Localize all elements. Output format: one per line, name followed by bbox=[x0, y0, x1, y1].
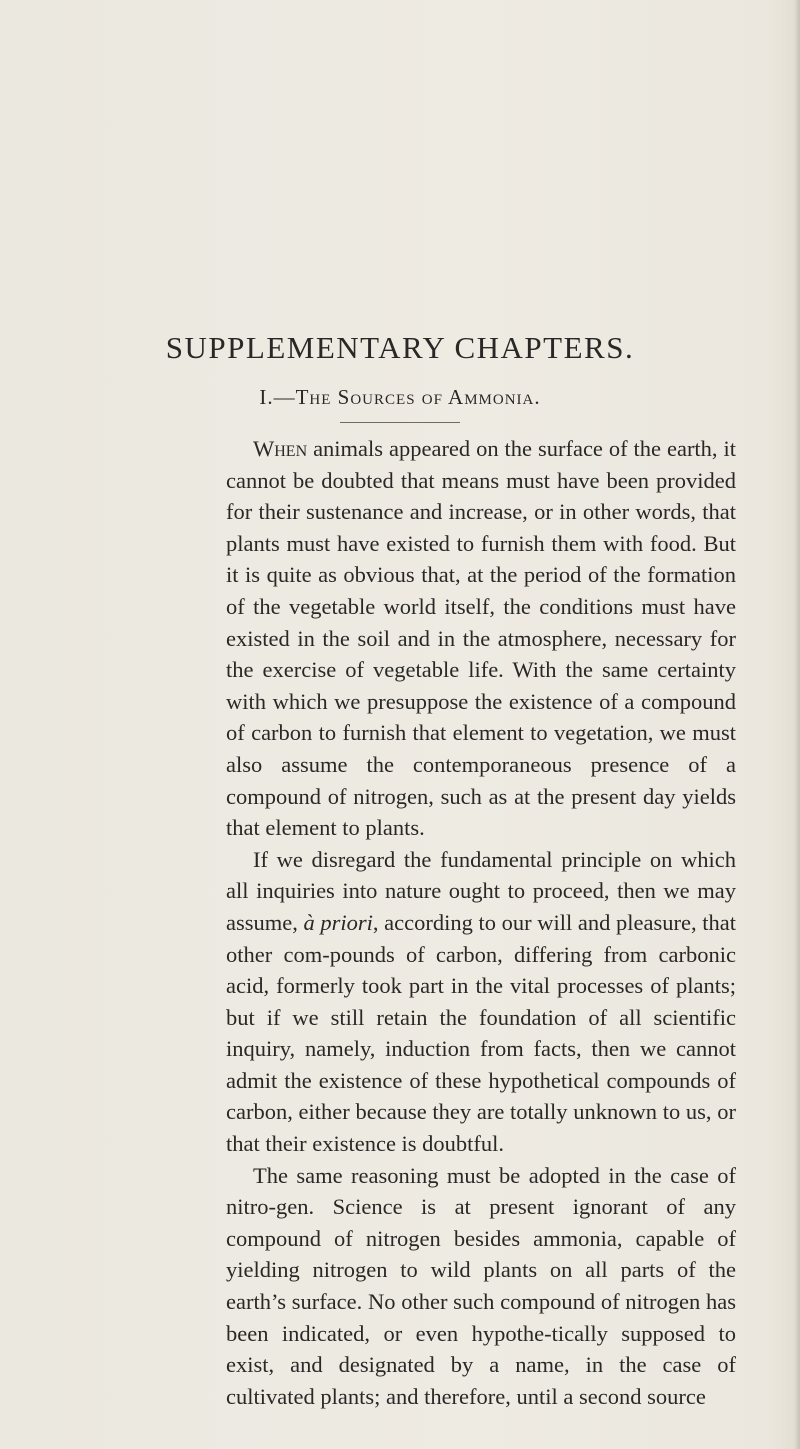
paragraph-1 bbox=[226, 433, 736, 844]
title-rule-divider bbox=[340, 422, 460, 423]
paragraph-2-italic: à priori bbox=[303, 909, 373, 935]
paragraph-3 bbox=[226, 1160, 736, 1413]
paragraph-2 bbox=[226, 844, 736, 1160]
paragraph-3-text: The same reasoning must be adopted in the case of nitro-gen. Science is at present ignorant of any compound of nitrogen besides ammonia, capable of yielding nitrogen to wild plants on all parts of the earth’s surface. No other such compound of nitrogen has been indicated, or even hypothe-tically supposed to exist, and designated by a name, in the case of cultivated plants; and therefore, until a second source bbox=[226, 1162, 736, 1409]
section-title: I.—The Sources of Ammonia. bbox=[259, 385, 541, 409]
paragraph-2-text-before: If we disregard the fundamental principle on which all inquiries into nature ought to proceed, then we may assume, bbox=[226, 846, 736, 935]
body-text bbox=[226, 433, 736, 1412]
paragraph-1-lead: When bbox=[253, 436, 308, 461]
chapter-heading: SUPPLEMENTARY CHAPTERS. bbox=[165, 330, 635, 365]
page-edge-shadow bbox=[794, 0, 800, 1449]
paragraph-1-text: animals appeared on the surface of the earth, it cannot be doubted that means must have been provided for their sustenance and increase, or in other words, that plants must have existed to furnish them with food. But it is quite as obvious that, at the period of the formation of the vegetable world itself, the conditions must have existed in the soil and in the atmosphere, necessary for the exercise of vegetable life. With the same certainty with which we presuppose the existence of a compound of carbon to furnish that element to vegetation, we must also assume the contemporaneous presence of a compound of nitrogen, such as at the present day yields that element to plants. bbox=[226, 436, 736, 841]
paragraph-2-text-after: , according to our will and pleasure, that other com-pounds of carbon, differing from carbonic acid, formerly took part in the vital processes of plants; but if we still retain the foundation of all scientific inquiry, namely, induction from facts, then we cannot admit the existence of these hypothetical compounds of carbon, either because they are totally unknown to us, or that their existence is doubtful. bbox=[226, 909, 736, 1157]
